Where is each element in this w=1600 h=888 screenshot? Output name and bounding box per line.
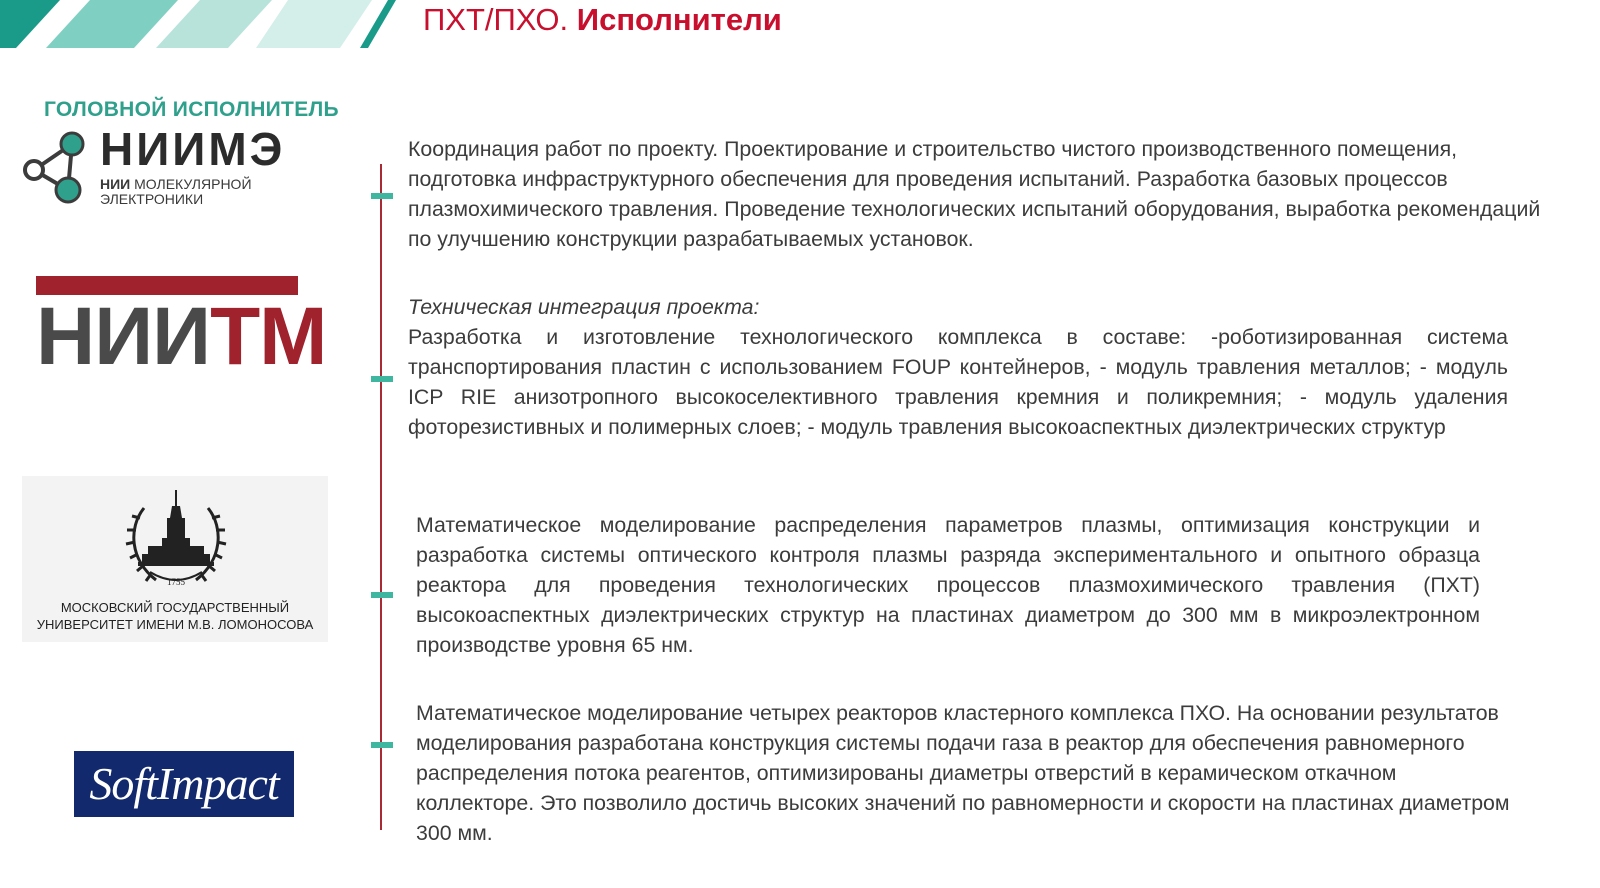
niitm-part2: ТМ — [210, 291, 327, 382]
timeline-tick-1 — [371, 193, 393, 199]
molecule-icon — [22, 130, 92, 210]
item-2 — [408, 292, 1508, 442]
niime-sub-bold: НИИ — [100, 176, 131, 192]
slide-title — [423, 2, 782, 38]
niime-name: НИИМЭ — [100, 123, 286, 175]
msu-year: 1755 — [167, 577, 185, 587]
niime-sub-rest: МОЛЕКУЛЯРНОЙ — [134, 176, 252, 192]
timeline-line — [380, 164, 382, 830]
niime-logo — [22, 96, 342, 216]
msu-emblem-icon — [120, 484, 232, 596]
timeline-tick-2 — [371, 376, 393, 382]
item-2-text: Разработка и изготовление технологического комплекса в составе: -роботизированная система транспортирования пластин с использованием FOUP контейнеров, - модуль травления металлов; - модуль ICP RIE анизотропного высокоселективного травления кремния и поликремния; - модуль удаления фоторезистивных и полимерных слоев; - модуль травления высокоаспектных диэлектрических структур — [408, 325, 1508, 439]
msu-name-line1: МОСКОВСКИЙ ГОСУДАРСТВЕННЫЙ — [60, 600, 290, 615]
item-3-text: Математическое моделирование распределения параметров плазмы, оптимизация конструкции и разработка системы оптического контроля плазмы разряда экспериментального и опытного образца реактора для проведения технологических процессов плазмохимического травления (ПХТ) высокоаспектных диэлектрических структур на пластинах диаметром до 300 мм в микроэлектронном производстве уровня 65 нм. — [416, 513, 1480, 657]
title-prefix: ПХТ/ПХО. — [423, 2, 569, 37]
softimpact-wordmark: SoftImpact — [89, 758, 279, 809]
item-4-text: Математическое моделирование четырех реакторов кластерного комплекса ПХО. На основании результатов моделирования разработана конструкция системы подачи газа в реактор для обеспечения равномерного распределения потока реагентов, оптимизированы диаметры отверстий в керамическом откачном коллекторе. Это позволило достичь высоких значений по равномерности и скорости на пластинах диаметром 300 мм. — [416, 701, 1510, 845]
niime-subtitle-line2: ЭЛЕКТРОНИКИ — [100, 191, 204, 207]
stripe-1 — [0, 0, 60, 48]
niitm-logo — [36, 276, 327, 382]
item-2-heading: Техническая интеграция проекта: — [408, 295, 760, 319]
stripe-2 — [46, 0, 178, 48]
niitm-part1: НИИ — [36, 291, 211, 382]
softimpact-logo — [74, 751, 294, 817]
title-bold: Исполнители — [576, 2, 782, 37]
timeline-tick-3 — [371, 592, 393, 598]
niime-caption: ГОЛОВНОЙ ИСПОЛНИТЕЛЬ — [44, 98, 339, 121]
timeline-tick-4 — [371, 742, 393, 748]
item-1-text: Координация работ по проекту. Проектирование и строительство чистого производственного помещения, подготовка инфраструктурного обеспечения для проведения испытаний. Разработка базовых процессов плазмохимического травления. Проведение технологических испытаний оборудования, выработка рекомендаций по улучшению конструкции разрабатываемых установок. — [408, 137, 1541, 251]
header-decorative-stripes — [0, 0, 420, 52]
msu-logo — [22, 476, 328, 642]
msu-name-line2: УНИВЕРСИТЕТ ИМЕНИ М.В. ЛОМОНОСОВА — [36, 617, 314, 632]
niime-subtitle-line1 — [100, 176, 252, 192]
stripe-3 — [156, 0, 272, 48]
niitm-wordmark — [36, 291, 327, 382]
stripe-4 — [256, 0, 372, 48]
